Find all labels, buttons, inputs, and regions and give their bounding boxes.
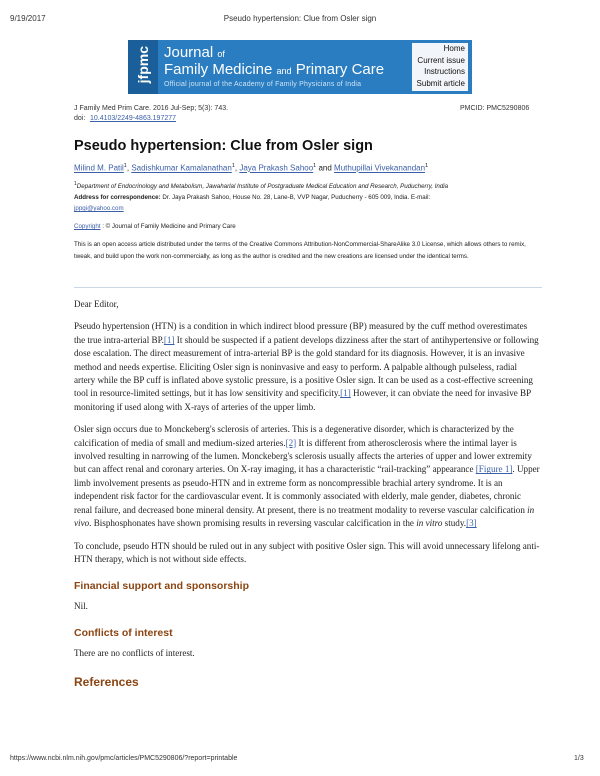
article-body: [74, 298, 540, 695]
print-header-date: 9/19/2017: [10, 14, 46, 23]
author-link[interactable]: Jaya Prakash Sahoo: [239, 163, 314, 173]
copyright: Copyright : © Journal of Family Medicine and Primary Care: [74, 223, 236, 230]
doi-label: doi:: [74, 115, 86, 122]
nav-instructions-link[interactable]: Instructions: [424, 67, 465, 76]
reference-link[interactable]: [1]: [340, 388, 351, 399]
figure-link[interactable]: [Figure 1]: [475, 464, 513, 475]
print-footer-page: 1/3: [574, 755, 584, 762]
email-link[interactable]: jppgi@yahoo.com: [74, 205, 124, 212]
journal-title-line2: Family Medicine and Primary Care: [164, 61, 385, 78]
references-heading: References: [74, 674, 139, 689]
nav-submit-article-link[interactable]: Submit article: [416, 78, 465, 88]
section-heading: Financial support and sponsorship: [74, 580, 250, 593]
reference-link[interactable]: [1]: [163, 334, 175, 345]
citation: J Family Med Prim Care. 2016 Jul-Sep; 5(3): 743.: [74, 105, 229, 112]
paragraph: To conclude, pseudo HTN should be ruled out in any subject with positive Osler sign. This will avoid unnecessary lifelong anti-HTN therapy, which is not without side effects.: [74, 540, 540, 564]
journal-banner[interactable]: [128, 40, 472, 94]
reference-link[interactable]: [2]: [285, 437, 297, 448]
reference-link[interactable]: [3]: [466, 518, 477, 529]
doi-link[interactable]: 10.4103/2249-4863.197277: [90, 115, 177, 122]
print-header-title: Pseudo hypertension: Clue from Osler sign: [223, 14, 377, 23]
article-title: Pseudo hypertension: Clue from Osler sign: [74, 138, 373, 154]
nav-current-issue-link[interactable]: Current issue: [417, 55, 465, 65]
journal-subtitle: Official journal of the Academy of Family Physicians of India: [164, 81, 362, 88]
paragraph: There are no conflicts of interest.: [74, 647, 195, 658]
affiliation: $^1$Department of Endocrinology and Metabolism, Jawaharlal Institute of Postgraduate Medical Education and Research, Puducherry, India: [74, 181, 449, 191]
salutation: Dear Editor,: [74, 299, 119, 309]
journal-title-line1: Journal of: [164, 44, 225, 61]
paragraph: Pseudo hypertension (HTN) is a condition in which indirect blood pressure (BP) measured by the cuff method overestimates the true intra-arterial BP.[1] It should be suspected if a patient develops dizziness after the start of antihypertensive or following dose escalation. The direct measurement of intra-arterial BP is the gold standard for its diagnosis. However, it is an invasive method and needs expertise. Eliciting Osler sign is noninvasive and easy to perform. A palpable although pulseless, radial artery while the BP cuff is inflated above systolic pressure, is a positive Osler sign. It can be used as a cost-effective screening tool in resource-limited settings, but it has low sensitivity and specificity.[1] However, it can obviate the need for invasive BP monitoring if used along with X-rays of arteries of the upper limb.: [74, 321, 539, 412]
print-footer-url: https://www.ncbi.nlm.nih.gov/pmc/articles/PMC5290806/?report=printable: [10, 755, 238, 762]
author-link[interactable]: Sadishkumar Kamalanathan: [131, 163, 232, 173]
license-text: This is an open access article distributed under the terms of the Creative Commons Attribution-NonCommercial-ShareAlike 3.0 License, which allows others to remix, tweak, and build upon the work non-commercially, as long as the author is credited and the new creations are licensed under the identical terms.: [74, 241, 526, 260]
author-link[interactable]: Muthupillai Vivekanandan: [334, 163, 426, 173]
divider: [74, 287, 542, 288]
correspondence: Address for correspondence: Dr. Jaya Prakash Sahoo, House No. 28, Lane-B, VVP Nagar, Puducherry - 605 009, India. E-mail:: [74, 194, 431, 201]
author-link[interactable]: Milind M. Patil: [74, 163, 124, 173]
journal-logo: jfpmc: [128, 40, 158, 94]
nav-home-link[interactable]: Home: [443, 44, 465, 53]
copyright-link[interactable]: Copyright: [74, 223, 101, 230]
pmcid: PMCID: PMC5290806: [460, 105, 530, 112]
section-heading: Conflicts of interest: [74, 627, 173, 640]
paragraph: Osler sign occurs due to Monckeberg's sclerosis of arteries. This is a degenerative disorder, which is characterized by the calcification of media of small and medium-sized arteries.[2] It is different from atherosclerosis where the intimal layer is involved resulting in narrowing of the lumen. Monckeberg's sclerosis usually affects the arteries of upper and lower extremity but can affect renal and coronary arteries. On X-ray imaging, it has a characteristic “rail-tracking” appearance [Figure 1]. Upper limb involvement presents as pseudo-HTN and in extreme form as noncompressible brachial artery syndrome. It is an independent risk factor for the cardiovascular event. It is commonly associated with elderly, male gender, diabetes, chronic renal failure, and decreased bone mineral density. At present, there is no treatment modality to reverse vascular calcification in vivo. Bisphosphonates have shown promising results in reversing vascular calcification in the in vitro study.[3]: [74, 424, 540, 529]
paragraph: Nil.: [74, 600, 88, 611]
journal-nav: [412, 43, 468, 91]
author-list: Milind M. Patil$^1$, Sadishkumar Kamalanathan$^1$, Jaya Prakash Sahoo$^1$ and Muthupillai Vivekanandan$^1$: [74, 163, 429, 173]
